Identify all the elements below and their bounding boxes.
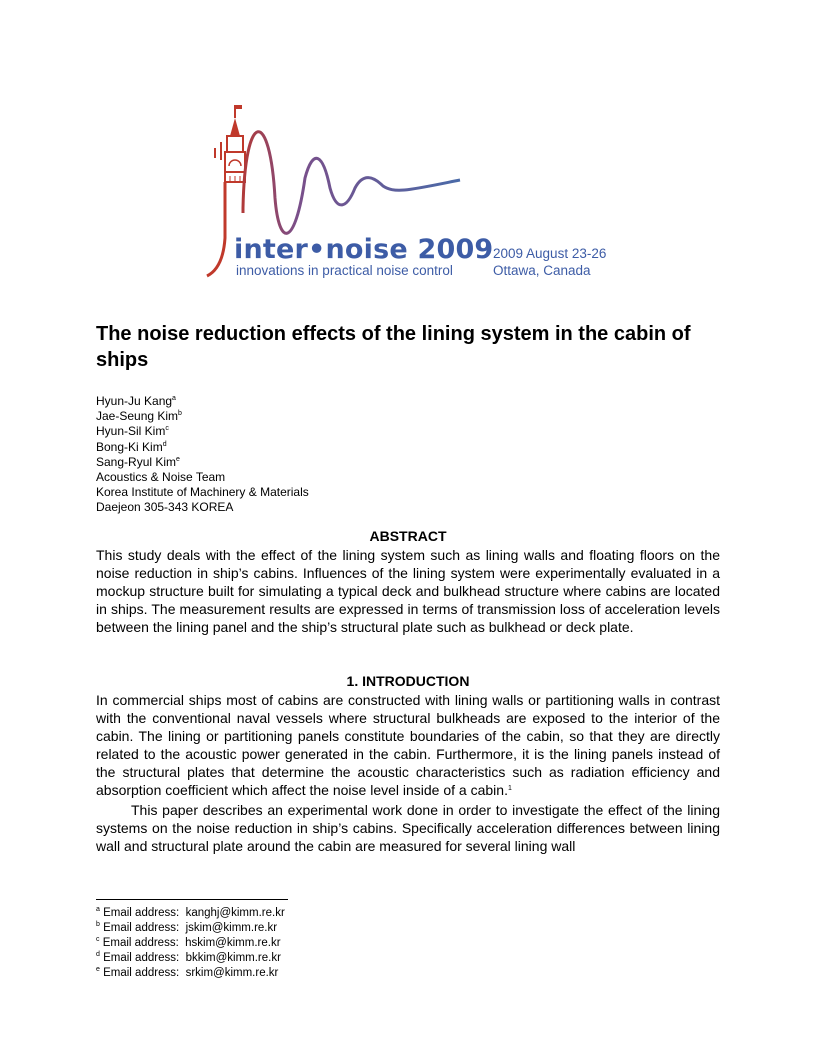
footnotes xyxy=(96,906,285,981)
footnote: $^b$ Email address: jskim@kimm.re.kr xyxy=(96,921,278,934)
email-link[interactable]: kanghj@kimm.re.kr xyxy=(185,907,285,919)
introduction-paragraph-2: This paper describes an experimental work done in order to investigate the effect of the lining systems on the noise reduction in ship’s cabins. Specifically acceleration differences between lining wall and structural plate around the cabin are measured for several lining wall xyxy=(96,802,720,854)
abstract-text: This study deals with the effect of the lining system such as lining walls and floating floors on the noise reduction in ship’s cabins. Influences of the lining system were experimentally evaluated in a mockup structure built for simulating a typical deck and bulkhead structure where cabins are located in ships. The measurement results are expressed in terms of transmission loss of acceleration levels between the lining panel and the ship’s structural plate such as bulkhead or deck plate. xyxy=(96,547,720,635)
conference-location: Ottawa, Canada xyxy=(493,263,591,278)
footnote: $^e$ Email address: srkim@kimm.re.kr xyxy=(96,966,279,979)
affiliation-team: Acoustics & Noise Team xyxy=(96,470,226,485)
sound-wave-icon xyxy=(243,132,460,234)
email-link[interactable]: hskim@kimm.re.kr xyxy=(185,937,281,949)
email-link[interactable]: jskim@kimm.re.kr xyxy=(185,922,278,934)
author-line: Bong-Ki Kim$^d$ xyxy=(96,439,167,454)
conference-name: inter•noise 2009 xyxy=(234,234,494,265)
affiliation-institute: Korea Institute of Machinery & Materials xyxy=(96,485,309,500)
author-line: Jae-Seung Kim$^b$ xyxy=(96,409,182,424)
introduction-paragraph-1: In commercial ships most of cabins are constructed with lining walls or partitioning walls in contrast with the conventional naval vessels where structural bulkheads are exposed to the interior of the cabin. The lining or partitioning panels constitute boundaries of the cabin, so that they are directly related to the acoustic power generated in the cabin. Furthermore, it is the lining panels instead of the structural plates that determine the acoustic characteristics such as radiation efficiency and absorption coefficient which affect the noise level inside of a cabin.$^1$ xyxy=(96,692,720,798)
footnote: $^a$ Email address: kanghj@kimm.re.kr xyxy=(96,906,285,919)
paper-title: The noise reduction effects of the lining system in the cabin of ships xyxy=(96,323,691,371)
author-line: Hyun-Sil Kim$^c$ xyxy=(96,424,169,439)
conference-date: 2009 August 23-26 xyxy=(493,246,607,261)
conference-tagline: innovations in practical noise control xyxy=(236,263,453,278)
abstract-heading: ABSTRACT xyxy=(369,528,447,544)
author-line: Sang-Ryul Kim$^e$ xyxy=(96,454,180,469)
email-link[interactable]: srkim@kimm.re.kr xyxy=(185,967,279,979)
reference-marker: 1 xyxy=(507,785,512,792)
author-line: Hyun-Ju Kang$^a$ xyxy=(96,394,176,408)
footnote: $^d$ Email address: bkkim@kimm.re.kr xyxy=(96,951,281,964)
introduction-heading: 1. INTRODUCTION xyxy=(346,673,470,689)
affiliation-address: Daejeon 305-343 KOREA xyxy=(96,500,234,515)
author-block xyxy=(96,394,309,516)
email-link[interactable]: bkkim@kimm.re.kr xyxy=(185,952,281,964)
footnote-divider xyxy=(96,899,288,900)
footnote: $^c$ Email address: hskim@kimm.re.kr xyxy=(96,936,281,949)
